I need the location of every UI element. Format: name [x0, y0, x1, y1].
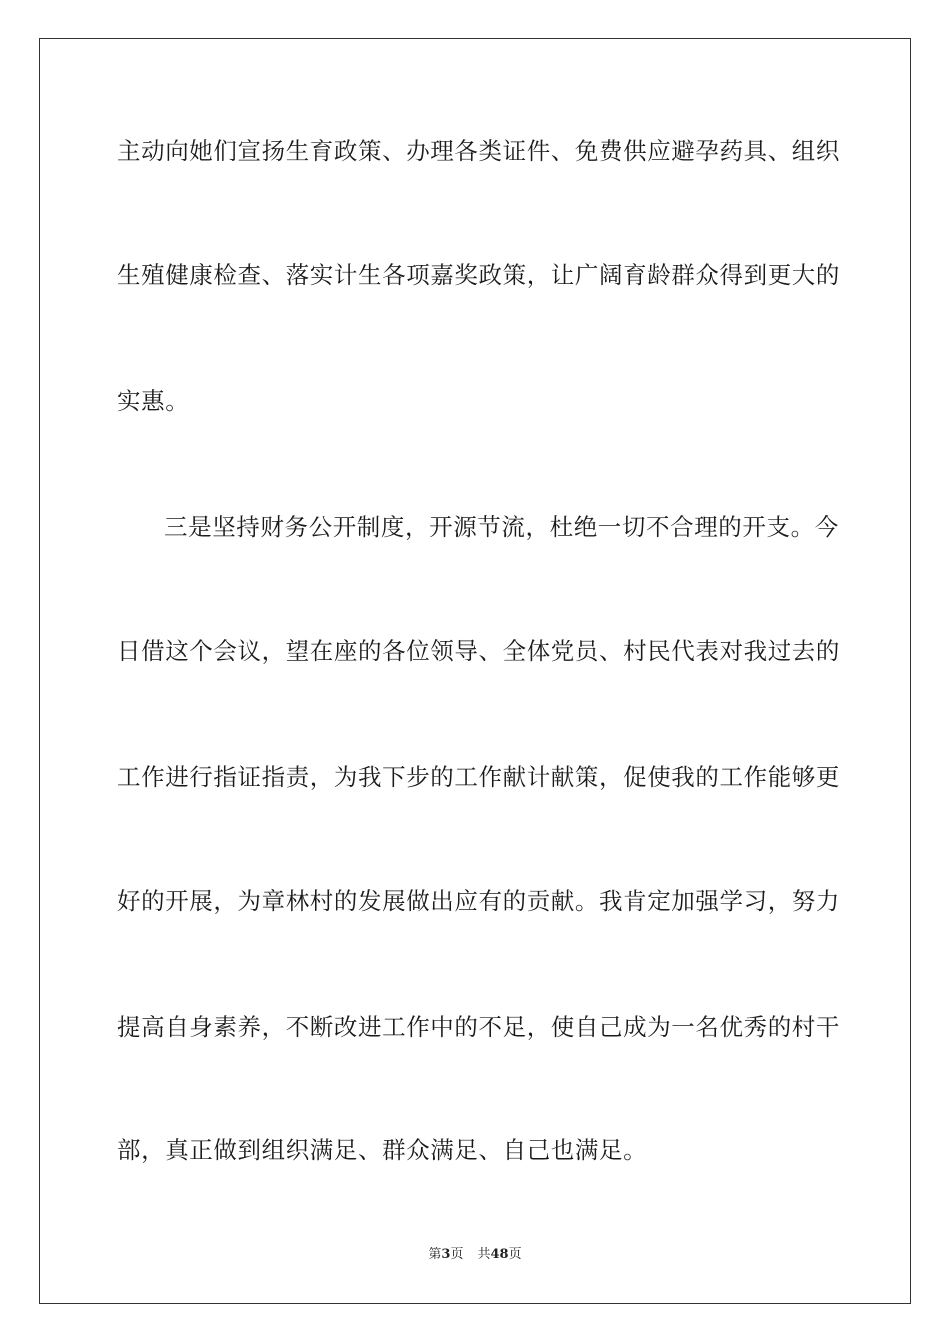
body-text-line: 部，真正做到组织满足、群众满足、自己也满足。	[117, 1136, 648, 1164]
body-text-line: 好的开展，为章林村的发展做出应有的贡献。我肯定加强学习，努力	[117, 887, 840, 915]
footer-page-prefix: 第	[428, 1247, 442, 1262]
paragraph-first-line: 三是坚持财务公开制度，开源节流，杜绝一切不合理的开支。今	[164, 513, 839, 541]
body-text-line: 主动向她们宣扬生育政策、办理各类证件、免费供应避孕药具、组织	[117, 137, 840, 165]
footer-current-page: 3	[441, 1247, 451, 1262]
footer-total-suffix: 页	[508, 1247, 522, 1262]
page-footer	[0, 1246, 950, 1264]
footer-total-pages: 48	[490, 1247, 509, 1262]
body-text-line: 提高自身素养，不断改进工作中的不足，使自己成为一名优秀的村干	[117, 1013, 840, 1041]
footer-page-suffix: 页	[450, 1247, 464, 1262]
body-text-line: 生殖健康检查、落实计生各项嘉奖政策，让广阔育龄群众得到更大的	[117, 261, 840, 289]
body-text-line: 日借这个会议，望在座的各位领导、全体党员、村民代表对我过去的	[117, 637, 840, 665]
page-border	[39, 38, 911, 1304]
body-text-line: 工作进行指证指责，为我下步的工作献计献策，促使我的工作能够更	[117, 763, 840, 791]
footer-total-prefix: 共	[477, 1247, 491, 1262]
body-text-line: 实惠。	[117, 387, 190, 415]
